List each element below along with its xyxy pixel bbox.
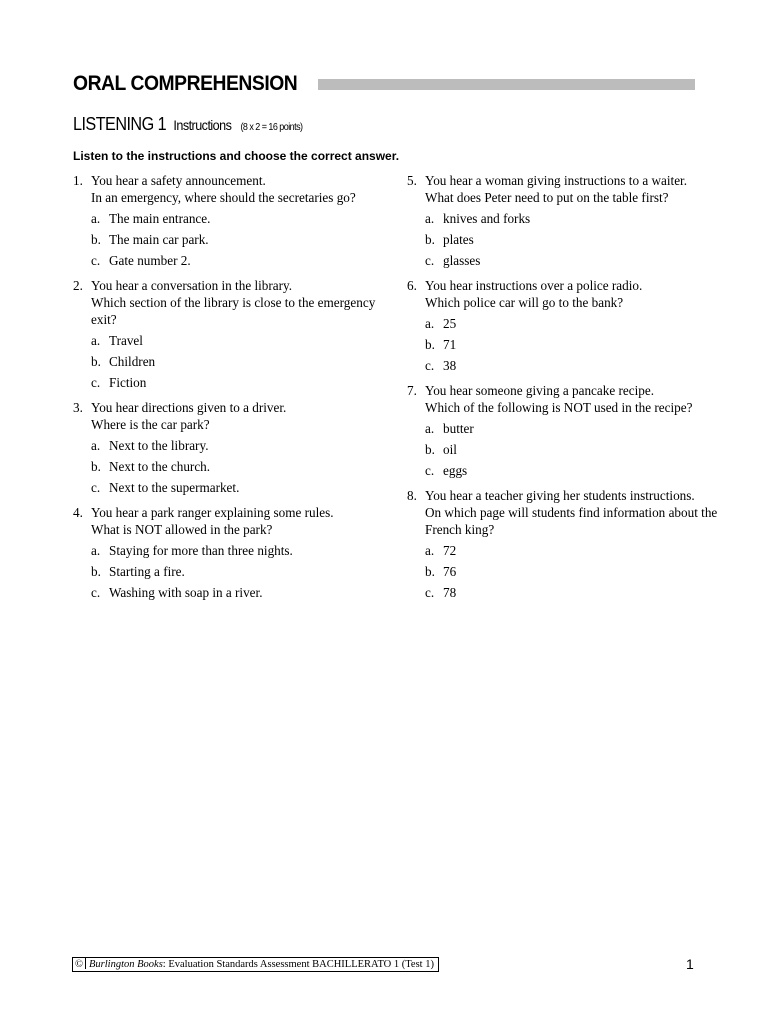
option-text: glasses [443, 253, 481, 268]
answer-option[interactable] [91, 458, 393, 479]
questions-column-left [73, 172, 393, 609]
question-number: 2. [73, 278, 83, 293]
option-text: 72 [443, 543, 457, 558]
option-text: 76 [443, 564, 457, 579]
option-letter: c. [425, 585, 435, 600]
option-text: Next to the church. [109, 459, 211, 474]
option-text: eggs [443, 463, 468, 478]
answer-option[interactable] [91, 231, 393, 252]
question-text: You hear a teacher giving her students instructions. On which page will students find information about the French king? [425, 488, 718, 537]
question [73, 172, 393, 206]
answer-option[interactable] [425, 420, 727, 441]
question-number: 1. [73, 173, 83, 188]
option-text: The main car park. [109, 232, 209, 247]
question-text: You hear someone giving a pancake recipe. Which of the following is NOT used in the recipe? [425, 383, 693, 415]
option-text: Starting a fire. [109, 564, 185, 579]
question [407, 277, 727, 311]
question-text: You hear a safety announcement. In an emergency, where should the secretaries go? [91, 173, 356, 205]
option-letter: a. [91, 438, 101, 453]
page-number: 1 [686, 956, 694, 972]
answer-options [425, 315, 727, 378]
option-letter: b. [425, 442, 435, 457]
question-number: 3. [73, 400, 83, 415]
option-letter: a. [91, 543, 101, 558]
answer-option[interactable] [425, 441, 727, 462]
answer-options [425, 420, 727, 483]
answer-option[interactable] [91, 563, 393, 584]
answer-option[interactable] [91, 542, 393, 563]
answer-options [425, 210, 727, 273]
subsection-heading [73, 114, 303, 135]
answer-option[interactable] [425, 584, 727, 605]
option-letter: a. [425, 211, 435, 226]
option-letter: a. [91, 211, 101, 226]
option-letter: c. [425, 253, 435, 268]
answer-option[interactable] [91, 332, 393, 353]
answer-option[interactable] [425, 210, 727, 231]
question-text: You hear a woman giving instructions to a waiter. What does Peter need to put on the table first? [425, 173, 688, 205]
answer-option[interactable] [91, 252, 393, 273]
question-number: 5. [407, 173, 417, 188]
option-letter: b. [425, 337, 435, 352]
question [73, 277, 393, 328]
question [407, 382, 727, 416]
answer-options [91, 437, 393, 500]
option-letter: c. [91, 480, 101, 495]
option-text: Washing with soap in a river. [109, 585, 263, 600]
answer-option[interactable] [425, 252, 727, 273]
section-label: LISTENING 1 [73, 114, 167, 134]
option-text: Next to the library. [109, 438, 209, 453]
option-text: Children [109, 354, 156, 369]
answer-option[interactable] [91, 374, 393, 395]
answer-option[interactable] [91, 584, 393, 605]
option-letter: c. [91, 253, 101, 268]
question [407, 172, 727, 206]
copyright-icon: © [73, 958, 86, 969]
option-text: Fiction [109, 375, 147, 390]
points-label: (8 x 2 = 16 points) [240, 122, 303, 133]
answer-option[interactable] [425, 315, 727, 336]
option-letter: a. [425, 421, 435, 436]
option-text: oil [443, 442, 457, 457]
footer-text: : Evaluation Standards Assessment BACHILLERATO 1 (Test 1) [162, 959, 434, 970]
option-text: Staying for more than three nights. [109, 543, 293, 558]
question-number: 7. [407, 383, 417, 398]
answer-option[interactable] [91, 353, 393, 374]
title-rule [318, 79, 695, 90]
answer-option[interactable] [425, 336, 727, 357]
question-text: You hear directions given to a driver. Where is the car park? [91, 400, 287, 432]
option-letter: c. [91, 375, 101, 390]
question-text: You hear a park ranger explaining some rules. What is NOT allowed in the park? [91, 505, 334, 537]
instructions-label: Instructions [173, 117, 232, 133]
answer-option[interactable] [91, 210, 393, 231]
question-number: 4. [73, 505, 83, 520]
option-text: 71 [443, 337, 457, 352]
option-letter: b. [91, 232, 101, 247]
option-text: 38 [443, 358, 457, 373]
option-text: Next to the supermarket. [109, 480, 240, 495]
publisher-name: Burlington Books [89, 959, 163, 970]
question-number: 6. [407, 278, 417, 293]
question-number: 8. [407, 488, 417, 503]
answer-option[interactable] [425, 563, 727, 584]
option-text: butter [443, 421, 474, 436]
answer-options [91, 210, 393, 273]
option-letter: a. [91, 333, 101, 348]
question-text: You hear a conversation in the library. Which section of the library is close to the emergency exit? [91, 278, 376, 327]
option-text: 78 [443, 585, 457, 600]
question-text: You hear instructions over a police radio. Which police car will go to the bank? [425, 278, 643, 310]
option-letter: c. [425, 358, 435, 373]
option-letter: b. [91, 459, 101, 474]
option-letter: c. [91, 585, 101, 600]
option-text: The main entrance. [109, 211, 211, 226]
question [73, 504, 393, 538]
answer-option[interactable] [91, 479, 393, 500]
option-text: plates [443, 232, 474, 247]
option-letter: b. [91, 564, 101, 579]
task-instruction: Listen to the instructions and choose the correct answer. [73, 149, 400, 163]
answer-options [425, 542, 727, 605]
option-letter: c. [425, 463, 435, 478]
question [73, 399, 393, 433]
option-letter: b. [425, 232, 435, 247]
option-letter: b. [91, 354, 101, 369]
answer-option[interactable] [91, 437, 393, 458]
answer-option[interactable] [425, 357, 727, 378]
section-title: ORAL COMPREHENSION [73, 72, 298, 95]
option-letter: b. [425, 564, 435, 579]
answer-option[interactable] [425, 231, 727, 252]
footer-credit [72, 957, 439, 972]
option-text: Gate number 2. [109, 253, 191, 268]
answer-options [91, 332, 393, 395]
questions-column-right [407, 172, 727, 609]
option-letter: a. [425, 543, 435, 558]
answer-option[interactable] [425, 462, 727, 483]
answer-options [91, 542, 393, 605]
option-text: knives and forks [443, 211, 531, 226]
answer-option[interactable] [425, 542, 727, 563]
question [407, 487, 727, 538]
option-letter: a. [425, 316, 435, 331]
option-text: 25 [443, 316, 457, 331]
option-text: Travel [109, 333, 143, 348]
